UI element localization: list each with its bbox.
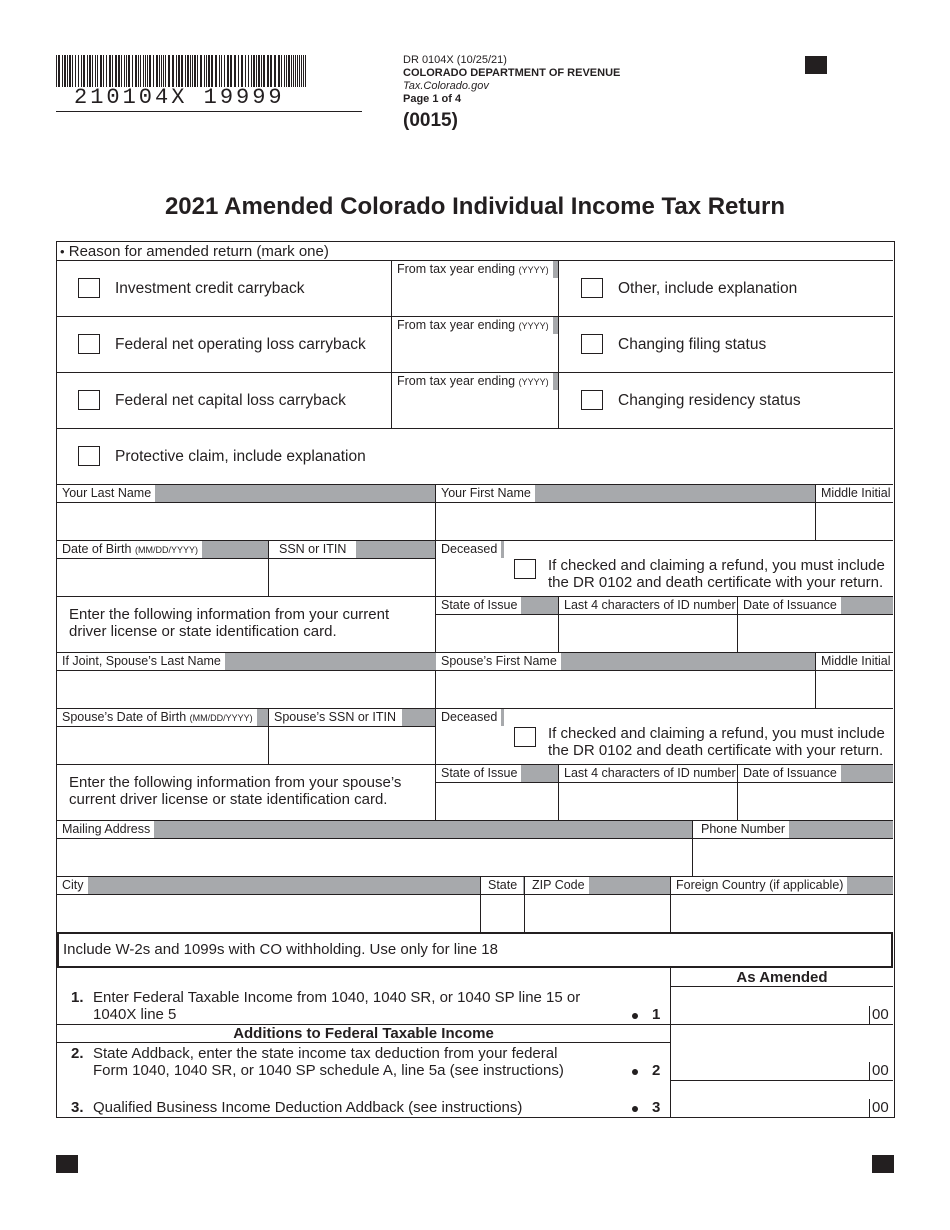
tax-year-label-3: From tax year ending (YYYY): [392, 373, 553, 390]
middle-initial-label: Middle Initial: [816, 485, 894, 502]
deceased-note: If checked and claiming a refund, you must include the DR 0102 and death certificate with your return.: [548, 557, 885, 591]
registration-mark-top-right: [805, 56, 827, 74]
line-2-text: State Addback, enter the state income tax deduction from your federal Form 1040, 1040 SR, or 1040 SP schedule A, line 5a (see instructions): [93, 1045, 564, 1079]
bullet-icon: •: [60, 244, 65, 259]
spouse-id-prompt: Enter the following information from your spouse’s current driver license or state identification card.: [69, 774, 402, 808]
form-id: DR 0104X (10/25/21): [403, 54, 507, 66]
line-3-cents: 00: [872, 1099, 889, 1116]
spouse-deceased-note: If checked and claiming a refund, you must include the DR 0102 and death certificate with your return.: [548, 725, 885, 759]
dob-label: Date of Birth (MM/DD/YYYY): [57, 541, 202, 558]
mailing-address-label: Mailing Address: [57, 821, 154, 838]
option-investment-credit: Investment credit carryback: [115, 280, 305, 297]
option-other: Other, include explanation: [618, 280, 798, 297]
middle-initial-field[interactable]: [816, 503, 893, 540]
registration-mark-bottom-right: [872, 1155, 894, 1173]
tax-year-label-2: From tax year ending (YYYY): [392, 317, 553, 334]
sequence-number: (0015): [403, 110, 458, 131]
phone-field[interactable]: [693, 839, 893, 876]
line-2-amount-field[interactable]: [671, 1025, 869, 1079]
checkbox-residency-status[interactable]: [581, 390, 603, 410]
spouse-last-name-label: If Joint, Spouse’s Last Name: [57, 653, 225, 670]
line-2-ref: 2: [652, 1062, 661, 1079]
checkbox-protective-claim[interactable]: [78, 446, 100, 466]
id-prompt: Enter the following information from your current driver license or state identification card.: [69, 606, 390, 640]
phone-label: Phone Number: [693, 821, 789, 838]
option-net-operating-loss: Federal net operating loss carryback: [115, 336, 366, 353]
line-1-amount-field[interactable]: [671, 987, 869, 1023]
spouse-deceased-label: Deceased: [436, 709, 501, 726]
zip-field[interactable]: [525, 895, 670, 932]
barcode-number: 210104X 19999: [74, 85, 285, 110]
ssn-label: SSN or ITIN: [269, 541, 356, 558]
line-3-bullet-icon: [632, 1106, 638, 1112]
checkbox-filing-status[interactable]: [581, 334, 603, 354]
spouse-middle-initial-label: Middle Initial: [816, 653, 894, 670]
last-name-label: Your Last Name: [57, 485, 155, 502]
date-issuance-label: Date of Issuance: [738, 597, 841, 614]
page-title: 2021 Amended Colorado Individual Income Tax Return: [164, 193, 786, 220]
line-1-cents: 00: [872, 1006, 889, 1023]
first-name-label: Your First Name: [436, 485, 535, 502]
include-w2-note: Include W-2s and 1099s with CO withholding. Use only for line 18: [63, 941, 498, 958]
spouse-middle-initial-field[interactable]: [816, 671, 893, 708]
line-1-ref: 1: [652, 1006, 661, 1023]
additions-heading: Additions to Federal Taxable Income: [233, 1025, 494, 1042]
zip-label: ZIP Code: [525, 877, 589, 894]
option-filing-status: Changing filing status: [618, 336, 767, 353]
line-2-number: 2.: [71, 1045, 84, 1062]
tax-year-field-2[interactable]: [392, 335, 558, 372]
form-header: [403, 54, 620, 106]
state-of-issue-label: State of Issue: [436, 597, 521, 614]
barcode-bars: [56, 55, 310, 89]
include-w2-box: [57, 932, 893, 968]
spouse-first-name-field[interactable]: [436, 671, 815, 708]
spouse-state-of-issue-field[interactable]: [436, 783, 558, 820]
checkbox-deceased[interactable]: [514, 559, 536, 579]
spouse-last-name-field[interactable]: [57, 671, 435, 708]
state-field[interactable]: [481, 895, 524, 932]
reason-heading: [60, 243, 329, 260]
checkbox-investment-credit[interactable]: [78, 278, 100, 298]
spouse-dob-label: Spouse’s Date of Birth (MM/DD/YYYY): [57, 709, 257, 726]
department-name: COLORADO DEPARTMENT OF REVENUE: [403, 67, 621, 79]
city-label: City: [57, 877, 88, 894]
line-3-number: 3.: [71, 1099, 84, 1116]
spouse-dob-field[interactable]: [57, 727, 268, 764]
foreign-country-label: Foreign Country (if applicable): [671, 877, 847, 894]
tax-year-field-3[interactable]: [392, 391, 558, 428]
option-capital-loss: Federal net capital loss carryback: [115, 392, 346, 409]
barcode: [56, 55, 312, 115]
spouse-first-name-label: Spouse’s First Name: [436, 653, 561, 670]
date-issuance-field[interactable]: [738, 615, 893, 652]
checkbox-other[interactable]: [581, 278, 603, 298]
page-number: Page 1 of 4: [403, 93, 462, 105]
ssn-field[interactable]: [269, 559, 435, 596]
option-residency-status: Changing residency status: [618, 392, 801, 409]
checkbox-spouse-deceased[interactable]: [514, 727, 536, 747]
last-name-field[interactable]: [57, 503, 435, 540]
spouse-state-of-issue-label: State of Issue: [436, 765, 521, 782]
registration-mark-bottom-left: [56, 1155, 78, 1173]
foreign-country-field[interactable]: [671, 895, 893, 932]
amended-return-form: [56, 241, 895, 1118]
option-protective-claim: Protective claim, include explanation: [115, 448, 366, 465]
spouse-last4-field[interactable]: [559, 783, 737, 820]
spouse-date-issuance-label: Date of Issuance: [738, 765, 841, 782]
dob-field[interactable]: [57, 559, 268, 596]
spouse-last4-label: Last 4 characters of ID number: [559, 765, 740, 782]
state-of-issue-field[interactable]: [436, 615, 558, 652]
spouse-date-issuance-field[interactable]: [738, 783, 893, 820]
line-1-number: 1.: [71, 989, 84, 1006]
last4-field[interactable]: [559, 615, 737, 652]
checkbox-net-operating-loss[interactable]: [78, 334, 100, 354]
line-3-text: Qualified Business Income Deduction Addback (see instructions): [93, 1099, 523, 1116]
line-1-text: Enter Federal Taxable Income from 1040, 1040 SR, or 1040 SP line 15 or 1040X line 5: [93, 989, 581, 1023]
state-label: State: [481, 877, 523, 894]
deceased-label: Deceased: [436, 541, 501, 558]
reason-heading-text: Reason for amended return (mark one): [68, 243, 329, 260]
last4-label: Last 4 characters of ID number: [559, 597, 740, 614]
line-2-cents: 00: [872, 1062, 889, 1079]
as-amended-header: As Amended: [736, 969, 828, 986]
mailing-address-field[interactable]: [57, 839, 692, 876]
spouse-ssn-field[interactable]: [269, 727, 435, 764]
website: Tax.Colorado.gov: [403, 80, 489, 92]
tax-year-field-1[interactable]: [392, 279, 558, 316]
line-2-bullet-icon: [632, 1069, 638, 1075]
city-field[interactable]: [57, 895, 480, 932]
line-3-ref: 3: [652, 1099, 661, 1116]
line-1-bullet-icon: [632, 1013, 638, 1019]
checkbox-capital-loss[interactable]: [78, 390, 100, 410]
line-3-amount-field[interactable]: [671, 1081, 869, 1117]
first-name-field[interactable]: [436, 503, 815, 540]
tax-year-label-1: From tax year ending (YYYY): [392, 261, 553, 278]
spouse-ssn-label: Spouse’s SSN or ITIN: [269, 709, 402, 726]
